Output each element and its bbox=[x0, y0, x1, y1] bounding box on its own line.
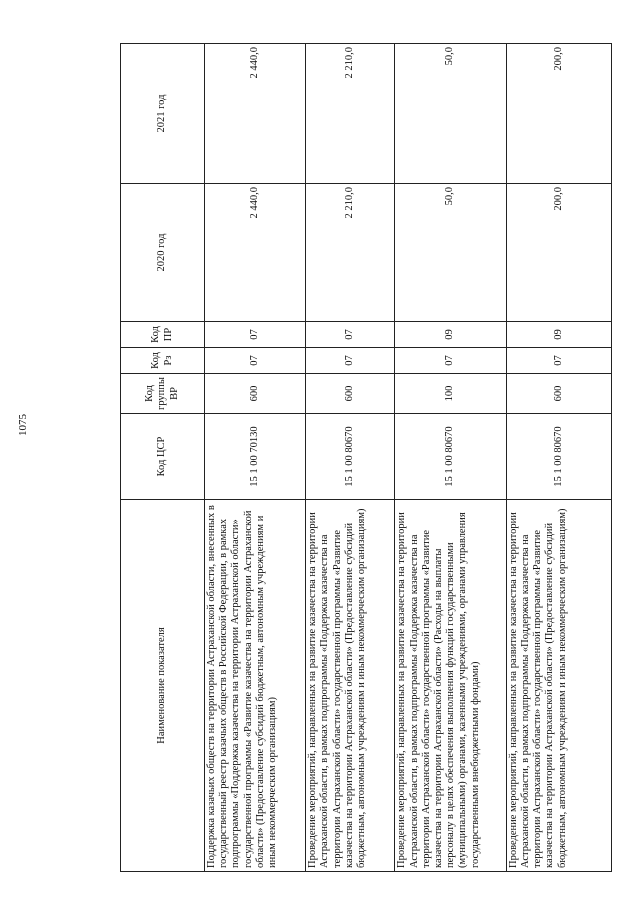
row-rz: 07 bbox=[306, 348, 395, 374]
row-name: Проведение мероприятий, направленных на развитие казачества на территории Астраханской области, в рамках подпрограммы «Поддержка казачества на территории Астраханской области» государственной программы «Развитие казачества на территории Астраханской области» (Предоставление субсидий бюджетным, автономным учреждениям и иным некоммерческим организациям) bbox=[306, 500, 395, 872]
row-rz: 07 bbox=[506, 348, 611, 374]
row-2020: 2 440,0 bbox=[205, 184, 306, 322]
row-name: Поддержка казачьих обществ на территории Астраханской области, внесенных в государственный реестр казачьих обществ в Российской Федерации, в рамках подпрограммы «Поддержка казачества на территории Астраханской области» государственной программы «Развитие казачества на территории Астраханской области» (Предоставление субсидий бюджетным, автономным учреждениям и иным некоммерческим организациям) bbox=[205, 500, 306, 872]
table-row bbox=[395, 44, 506, 872]
header-2021: 2021 год bbox=[121, 44, 205, 184]
row-2021: 50,0 bbox=[395, 44, 506, 184]
header-csr: Код ЦСР bbox=[121, 414, 205, 500]
row-2020: 50,0 bbox=[395, 184, 506, 322]
row-2021: 200,0 bbox=[506, 44, 611, 184]
table-row bbox=[306, 44, 395, 872]
table-header-row bbox=[121, 44, 205, 872]
table-row bbox=[506, 44, 611, 872]
row-pr: 09 bbox=[506, 322, 611, 348]
row-2021: 2 210,0 bbox=[306, 44, 395, 184]
header-pr: Код ПР bbox=[121, 322, 205, 348]
row-name: Проведение мероприятий, направленных на развитие казачества на территории Астраханской области, в рамках подпрограммы «Поддержка казачества на территории Астраханской области» государственной программы «Развитие казачества на территории Астраханской области» (Предоставление субсидий бюджетным, автономным учреждениям и иным некоммерческим организациям) bbox=[506, 500, 611, 872]
row-rz: 07 bbox=[205, 348, 306, 374]
page-number: 1075 bbox=[17, 414, 29, 436]
header-2020: 2020 год bbox=[121, 184, 205, 322]
row-2021: 2 440,0 bbox=[205, 44, 306, 184]
row-pr: 09 bbox=[395, 322, 506, 348]
row-pr: 07 bbox=[306, 322, 395, 348]
budget-table-container bbox=[120, 44, 612, 872]
row-vr: 600 bbox=[306, 374, 395, 414]
header-vr: Код группы ВР bbox=[121, 374, 205, 414]
row-vr: 100 bbox=[395, 374, 506, 414]
row-pr: 07 bbox=[205, 322, 306, 348]
budget-table bbox=[120, 43, 612, 872]
table-row bbox=[205, 44, 306, 872]
row-csr: 15 1 00 80670 bbox=[506, 414, 611, 500]
row-2020: 2 210,0 bbox=[306, 184, 395, 322]
row-vr: 600 bbox=[506, 374, 611, 414]
row-2020: 200,0 bbox=[506, 184, 611, 322]
header-name: Наименование показателя bbox=[121, 500, 205, 872]
row-csr: 15 1 00 80670 bbox=[395, 414, 506, 500]
row-name: Проведение мероприятий, направленных на развитие казачества на территории Астраханской области, в рамках подпрограммы «Поддержка казачества на территории Астраханской области» государственной программы «Развитие казачества на территории Астраханской области» (Расходы на выплаты персоналу в целях обеспечения выполнения функций государственными (муниципальными) органами, казенными учреждениями, органами управления государственными внебюджетными фондами) bbox=[395, 500, 506, 872]
row-csr: 15 1 00 80670 bbox=[306, 414, 395, 500]
row-vr: 600 bbox=[205, 374, 306, 414]
row-csr: 15 1 00 70130 bbox=[205, 414, 306, 500]
row-rz: 07 bbox=[395, 348, 506, 374]
header-rz: Код Рз bbox=[121, 348, 205, 374]
